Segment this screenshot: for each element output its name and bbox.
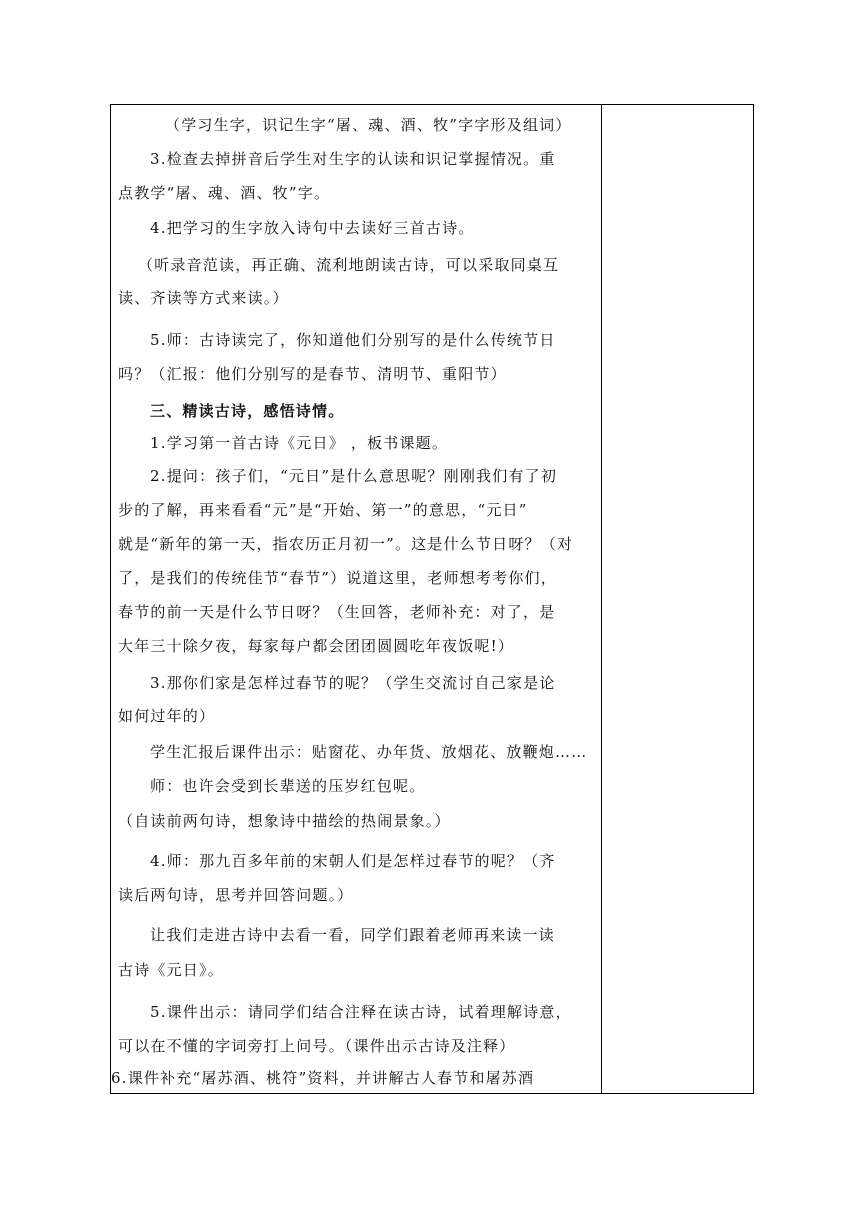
text-line: 步的了解，再来看看“元”是“开始、第一”的意思，“元日” (118, 501, 528, 519)
text-line: 就是“新年的第一天，指农历正月初一”。这是什么节日呀？（对 (118, 535, 574, 553)
text-line: 3.那你们家是怎样过春节的呢？（学生交流讨自己家是论 (150, 674, 556, 692)
text-line: 让我们走进古诗中去看一看，同学们跟着老师再来读一读 (150, 926, 556, 944)
text-line: 古诗《元日》。 (118, 961, 224, 979)
text-line: 学生汇报后课件出示：贴窗花、办年货、放烟花、放鞭炮…… (150, 743, 588, 761)
text-line: （听录音范读，再正确、流利地朗读古诗，可以采取同桌互 (138, 256, 560, 274)
text-line: 师：也许会受到长辈送的压岁红包呢。 (150, 777, 426, 795)
text-line: 如何过年的） (118, 707, 216, 725)
text-line: 吗？（汇报：他们分别写的是春节、清明节、重阳节） (118, 365, 507, 383)
text-line: 读、齐读等方式来读。） (118, 289, 289, 307)
text-line: 了，是我们的传统佳节“春节”）说道这里，老师想考考你们， (118, 569, 557, 587)
text-line: 6.课件补充“屠苏酒、桃符”资料，并讲解古人春节和屠苏酒 (111, 1069, 535, 1087)
text-line: 5.师：古诗读完了，你知道他们分别写的是什么传统节日 (150, 331, 556, 349)
section-heading: 三、精读古诗，感悟诗情。 (150, 402, 345, 420)
text-line: 2.提问：孩子们，“元日”是什么意思呢？刚刚我们有了初 (150, 467, 558, 485)
notes-cell (602, 105, 754, 1093)
text-line: （学习生字，识记生字“屠、魂、酒、牧”字字形及组词） (165, 116, 572, 134)
text-line: 大年三十除夕夜，每家每户都会团团圆圆吃年夜饭呢!） (118, 637, 515, 655)
text-line: 5.课件出示：请同学们结合注释在读古诗，试着理解诗意， (150, 1003, 572, 1021)
text-line: （自读前两句诗，想象诗中描绘的热闹景象。） (118, 812, 451, 830)
text-line: 可以在不懂的字词旁打上问号。（课件出示古诗及注释） (118, 1037, 516, 1055)
text-line: 春节的前一天是什么节日呀？（生回答，老师补充：对了，是 (118, 603, 556, 621)
text-line: 4.师：那九百多年前的宋朝人们是怎样过春节的呢？（齐 (150, 852, 556, 870)
text-line: 点教学“屠、魂、酒、牧”字。 (118, 184, 331, 202)
text-line: 1.学习第一首古诗《元日》 ，板书课题。 (150, 434, 449, 452)
text-line: 4.把学习的生字放入诗句中去读好三首古诗。 (150, 219, 475, 237)
text-line: 3.检查去掉拼音后学生对生字的认读和识记掌握情况。重 (150, 150, 556, 168)
lesson-table (110, 104, 754, 1094)
text-line: 读后两句诗，思考并回答问题。） (118, 886, 354, 904)
